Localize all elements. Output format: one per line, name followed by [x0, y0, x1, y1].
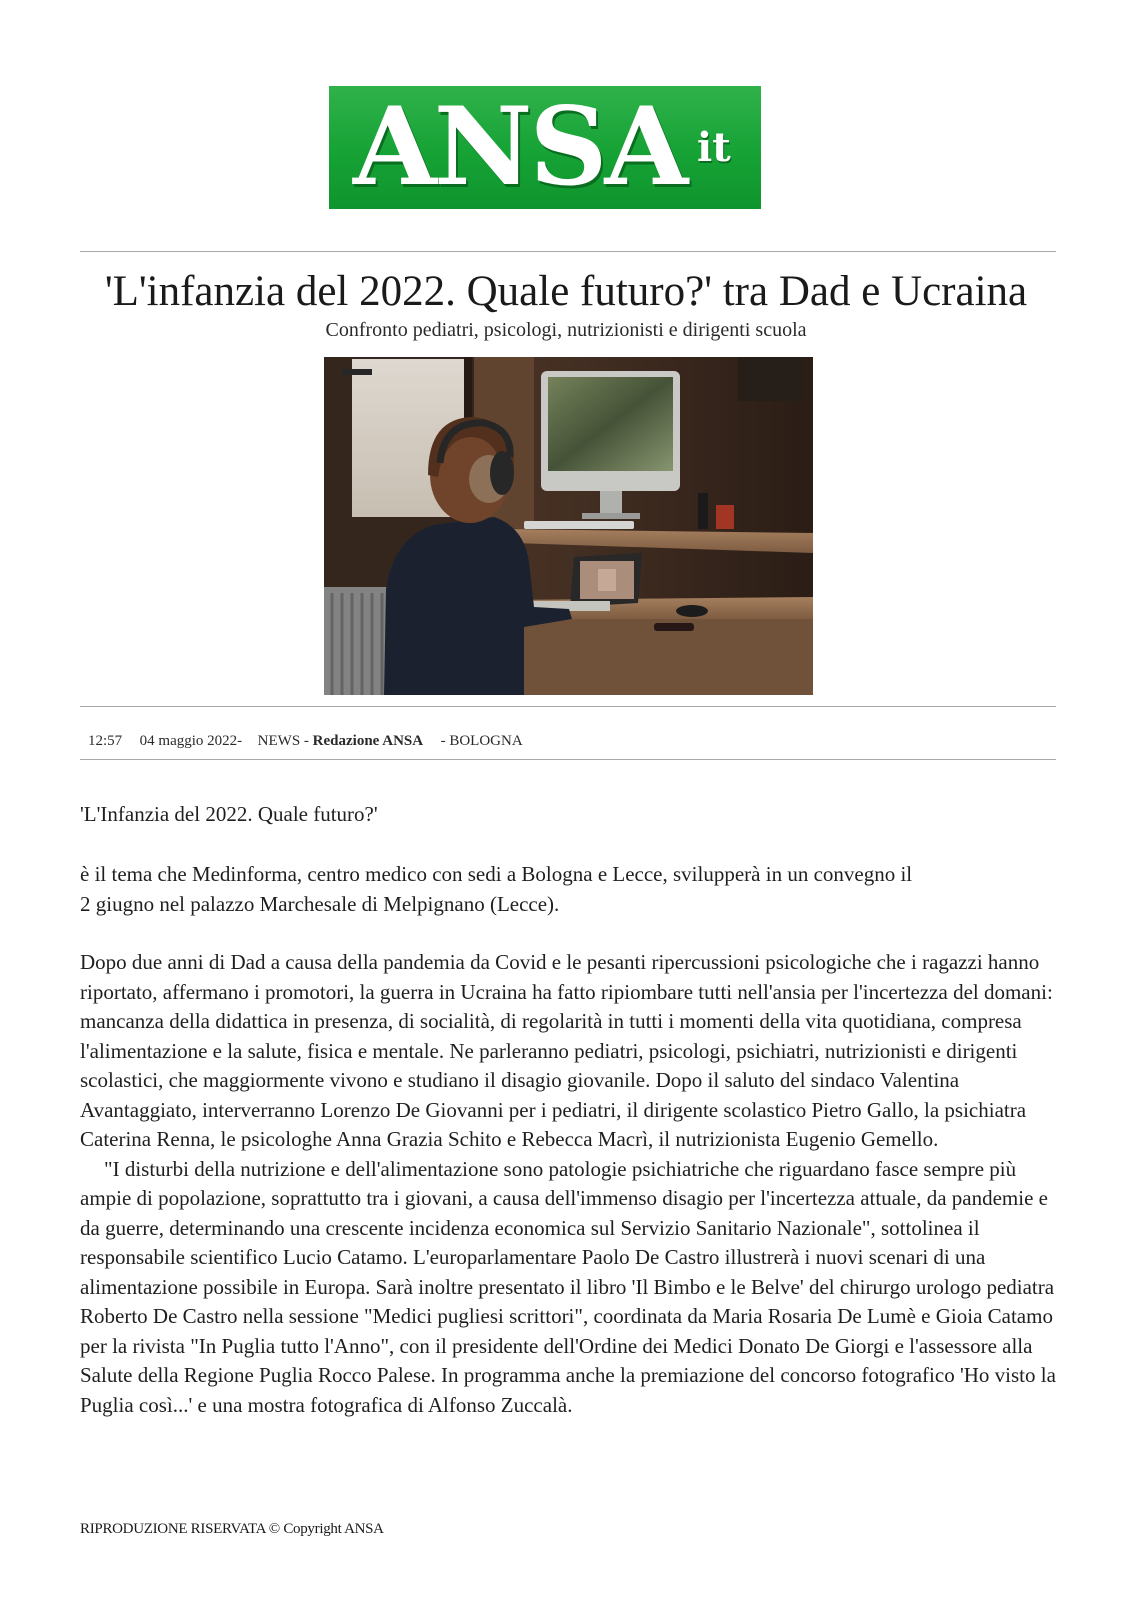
copyright-notice: RIPRODUZIONE RISERVATA © Copyright ANSA	[80, 1521, 384, 1537]
article-headline: 'L'infanzia del 2022. Quale futuro?' tra Dad e Ucraina	[104, 268, 1028, 315]
article-subheadline: Confronto pediatri, psicologi, nutrizionisti e dirigenti scuola	[325, 319, 807, 341]
top-divider	[80, 251, 1056, 252]
lead-paragraph: 'L'Infanzia del 2022. Quale futuro?'	[80, 802, 378, 826]
photo-illustration	[324, 357, 813, 695]
meta-author: Redazione ANSA	[312, 733, 424, 749]
meta-bottom-divider	[80, 759, 1056, 760]
article-meta	[88, 731, 523, 751]
body-paragraph: "I disturbi della nutrizione e dell'alimentazione sono patologie psichiatriche che riguardano fasce sempre più ampie di popolazione, soprattutto tra i giovani, a causa dell'immenso disagio per l'incertezza attuale, da pandemie e da guerre, determinando una crescente incidenza economica sul Servizio Sanitario Nazionale", sottolinea il responsabile scientifico Lucio Catamo. L'europarlamentare Paolo De Castro illustrerà i nuovi scenari di una alimentazione possibile in Europa. Sarà inoltre presentato il libro 'Il Bimbo e le Belve' del chirurgo urologo pediatra Roberto De Castro nella sessione "Medici pugliesi scrittori", coordinata da Maria Rosaria De Lumè e Gioia Catamo per la rivista "In Puglia tutto l'Anno", con il presidente dell'Ordine dei Medici Donato De Giorgi e l'assessore alla Salute della Regione Puglia Rocco Palese. In programma anche la premiazione del concorso fotografico 'Ho visto la Puglia così...' e una mostra fotografica di Alfonso Zuccalà.	[80, 1156, 1056, 1417]
meta-section[interactable]: NEWS	[257, 733, 301, 749]
meta-time: 12:57	[88, 733, 123, 749]
intro-paragraph: è il tema che Medinforma, centro medico con sedi a Bologna e Lecce, svilupperà in un convegno il 2 giugno nel palazzo Marchesale di Melpignano (Lecce).	[80, 862, 913, 916]
article-intro	[80, 860, 920, 919]
logo-suffix: it	[697, 124, 731, 171]
article-lead	[80, 800, 1060, 830]
meta-location: - BOLOGNA	[440, 733, 523, 749]
meta-date: 04 maggio 2022-	[139, 733, 243, 749]
ansa-logo[interactable]	[329, 86, 761, 209]
meta-top-divider	[80, 706, 1056, 707]
article-body	[80, 948, 1060, 1420]
article-photo	[324, 357, 813, 695]
logo-text: ANSA	[353, 86, 686, 209]
body-paragraph: Dopo due anni di Dad a causa della pandemia da Covid e le pesanti ripercussioni psicologiche che i ragazzi hanno riportato, affermano i promotori, la guerra in Ucraina ha fatto ripiombare tutti nell'ansia per l'incertezza del domani: mancanza della didattica in presenza, di socialità, di regolarità in tutti i momenti della vita quotidiana, compresa l'alimentazione e la salute, fisica e mentale. Ne parleranno pediatri, psicologi, psichiatri, nutrizionisti e dirigenti scolastici, che maggiormente vivono e studiano il disagio giovanile. Dopo il saluto del sindaco Valentina Avantaggiato, interverranno Lorenzo De Giovanni per i pediatri, il dirigente scolastico Pietro Gallo, la psichiatra Caterina Renna, le psicologhe Anna Grazia Schito e Rebecca Macrì, il nutrizionista Eugenio Gemello.	[80, 950, 1053, 1151]
meta-separator: -	[303, 733, 309, 749]
